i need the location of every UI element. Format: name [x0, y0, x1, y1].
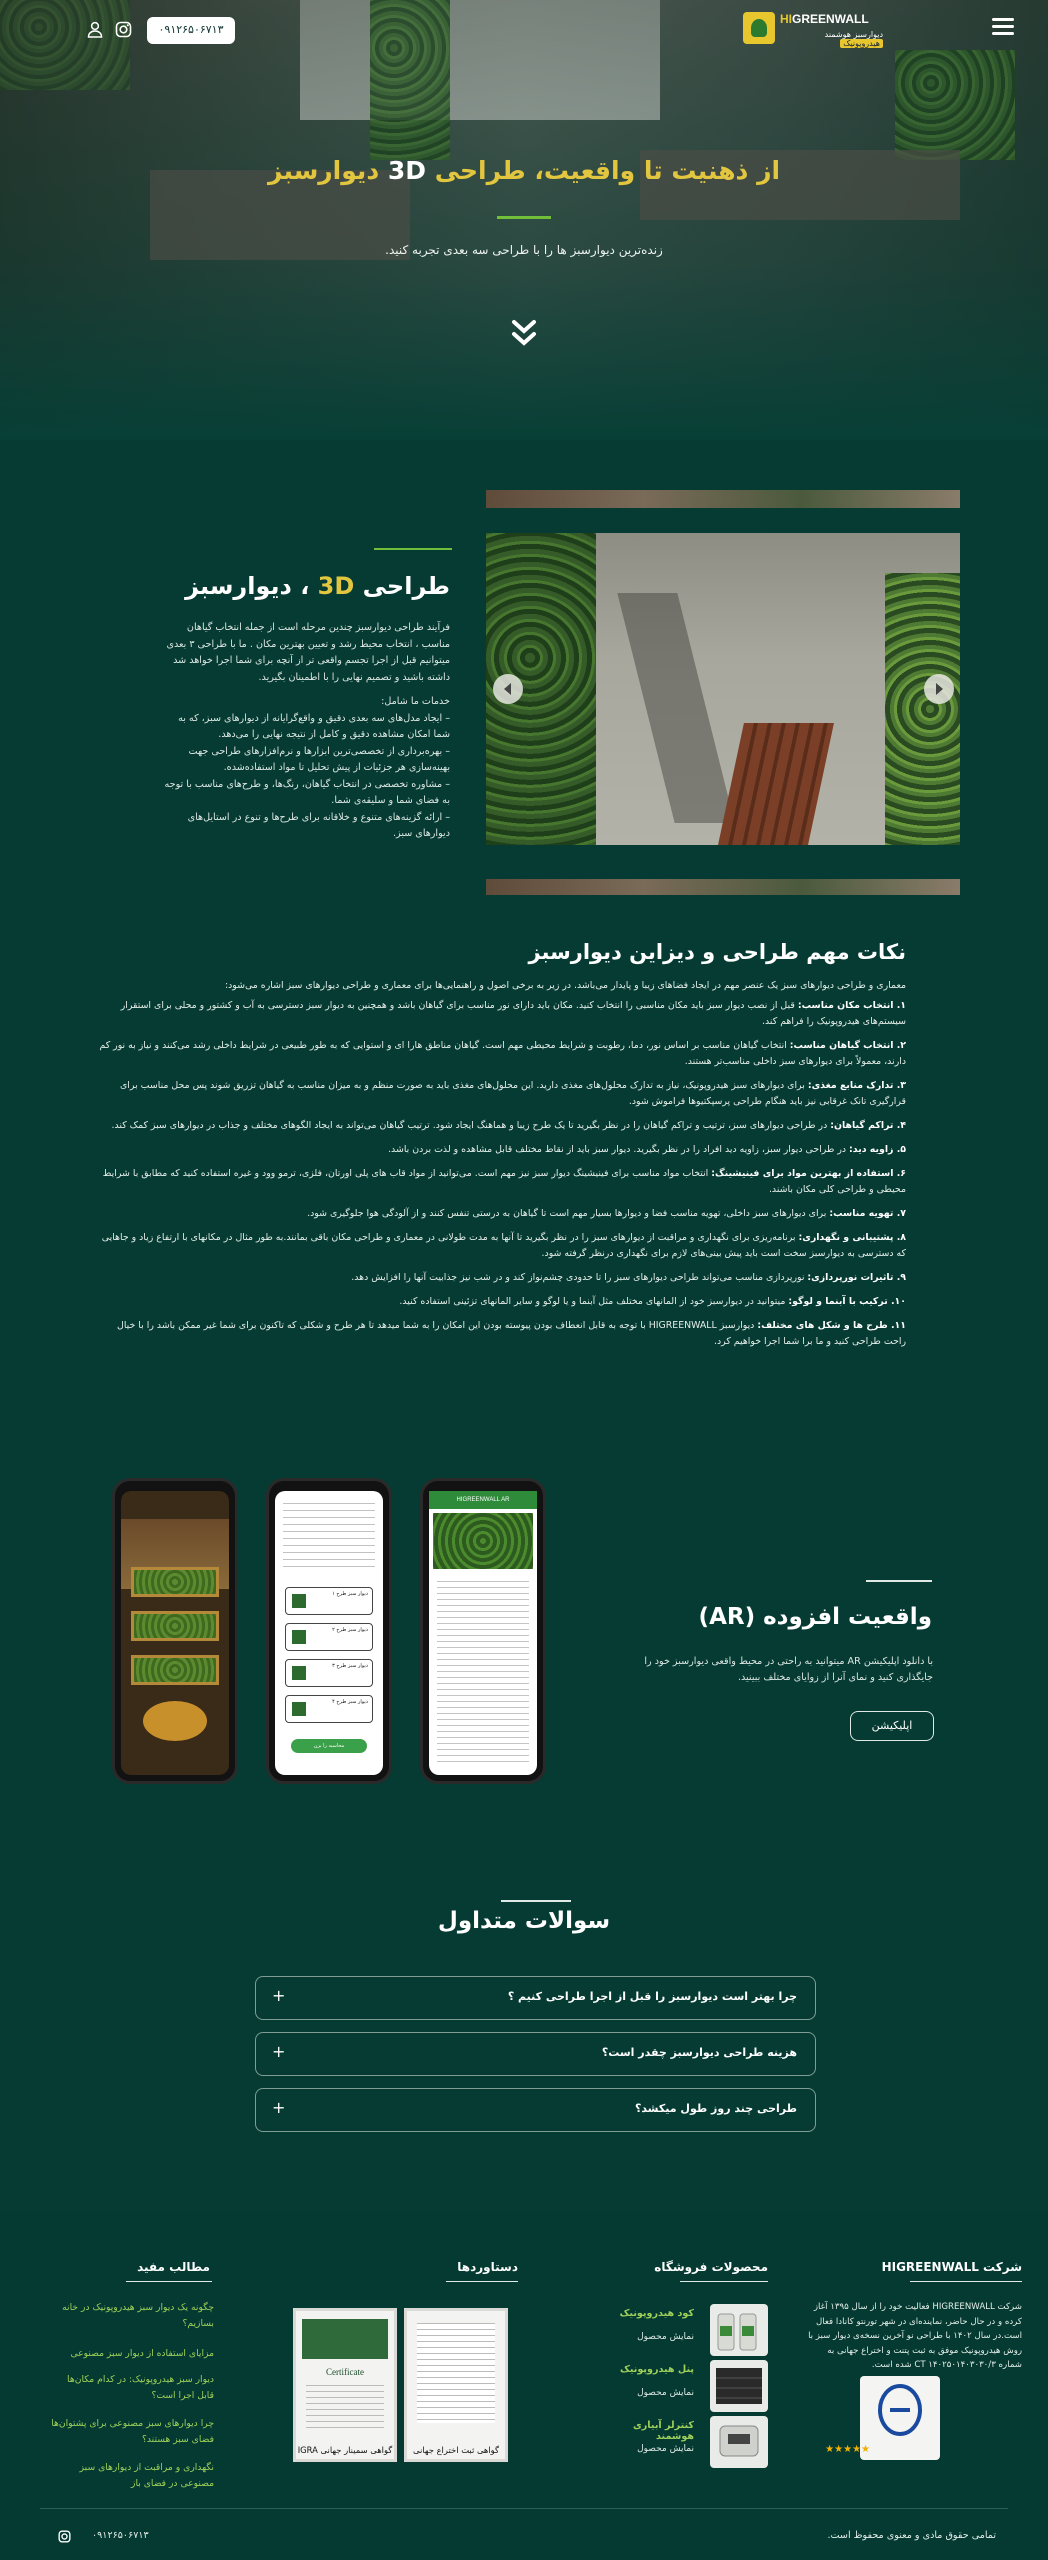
design-slider-image — [486, 533, 960, 845]
blog-link[interactable]: چرا دیوارهای سبز مصنوعی برای پشتوان‌ها فضای سبز هستند؟ — [51, 2418, 214, 2445]
tip-item: ۳. تدارک منابع مغذی: برای دیوارهای سبز هیدروپونیک، نیاز به تدارک محلول‌های مغذی دارید. این محلول‌های مغذی باید به صورت منظم و به میزان مناسب به گیاهان تزریق شوند پس محل مناسب برای قرارگیری تانک غرقابی نیز باید هنگام طراحی پرسپکتیوها فراموش شود. — [119, 1080, 906, 1107]
footer-phone[interactable]: ۰۹۱۲۶۵۰۶۷۱۳ — [92, 2530, 149, 2541]
tip-item: ۱۱. طرح ها و شکل های مختلف: دیوارسبز HIGREENWALL با توجه به قابل انعطاف بودن پیوسته بودن این امکان را به شما میدهد تا هر طرح و شکلی که تاکنون برای شما غیر ممکن باشد را با خیال راحت طراحی کنید و ما برا شما اجرا خواهیم کرد. — [117, 1320, 906, 1347]
faq-item[interactable] — [255, 2088, 816, 2132]
product-name: کنترلر آبیاری هوشمند — [632, 2420, 694, 2442]
slider-next-thumbnail[interactable] — [486, 879, 960, 895]
footer-divider — [680, 2281, 768, 2282]
footer-divider — [910, 2281, 1022, 2282]
product-name: پنل هیدروپونیک — [620, 2364, 694, 2375]
certificate-igra[interactable]: Certificate گواهی سمینار جهانی IGRA — [293, 2308, 397, 2462]
tips-intro: معماری و طراحی دیوارهای سبز یک عنصر مهم در ایجاد فضاهای زیبا و پایدار می‌باشد. در زیر به برخی اصول و راهنمایی‌ها برای معماری و طراحی دیوارهای سبز اشاره می‌شود: — [224, 980, 906, 991]
phone-mockup-app-home: HIGREENWALL AR — [420, 1478, 546, 1784]
tip-item: ۵. زاویه دید: در طراحی دیوار سبز، زاویه دید افراد را در نظر بگیرید. دیوار سبز باید از نقاط مختلف قابل مشاهده و لذت بردن باشد. — [388, 1144, 906, 1155]
faq-title: سوالات متداول — [437, 1908, 611, 1934]
copyright-text: تمامی حقوق مادی و معنوی محفوظ است. — [827, 2530, 996, 2541]
faq-question: چرا بهتر است دیوارسبز را قبل از اجرا طراحی کنیم ؟ — [507, 1990, 797, 2003]
faq-question: طراحی چند روز طول میکشد؟ — [634, 2102, 797, 2115]
faq-divider — [501, 1900, 571, 1902]
footer-blog-title: مطالب مفید — [137, 2260, 210, 2274]
product-link[interactable]: نمایش محصول — [637, 2388, 694, 2398]
tips-title: نکات مهم طراحی و دیزاین دیوارسبز — [528, 940, 906, 964]
footer-achievements-title: دستاوردها — [457, 2260, 518, 2274]
product-item[interactable] — [610, 2300, 768, 2360]
hero-background-plants — [370, 0, 450, 160]
footer-company-title: شرکت HIGREENWALL — [881, 2260, 1022, 2274]
design-divider — [374, 548, 452, 550]
product-name: کود هیدروپونیک — [619, 2308, 694, 2319]
logo-subtitle: دیوارسبز هوشمند هیدروپونیک — [824, 30, 883, 48]
tip-item: ۱. انتخاب مکان مناسب: قبل از نصب دیوار سبز باید مکان مناسبی را انتخاب کنید. مکان باید دارای نور مناسب برای گیاهان باشد و همچنین به دیوار سبز دسترسی به آب و کشتور و محلی برای استقرار سیستم‌های هیدروپونیک را فراهم کند. — [120, 1000, 906, 1027]
menu-icon[interactable] — [992, 18, 1014, 36]
tip-item: ۷. تهویه مناسب: برای دیوارهای سبز داخلی، تهویه مناسب فضا و دیوارها بسیار مهم است تا گیاهان به درستی تنفس کنند و از آلودگی هوا جلوگیری شود. — [307, 1208, 906, 1219]
hero-background-plants-left — [0, 0, 130, 90]
hero-background-window — [300, 0, 660, 120]
blog-link[interactable]: دیوار سبز هیدروپونیک: در کدام مکان‌ها قابل اجرا است؟ — [67, 2374, 214, 2401]
controller-icon — [710, 2416, 768, 2468]
svg-text:★★★★★: ★★★★★ — [825, 2444, 870, 2455]
certificate-caption: گواهی سمینار جهانی IGRA — [297, 2445, 393, 2455]
footer-divider — [446, 2281, 518, 2282]
instagram-icon[interactable] — [115, 21, 132, 38]
product-item[interactable] — [610, 2412, 768, 2472]
tip-item: ۶. استفاده از بهترین مواد برای فینیشینگ: انتخاب مواد مناسب برای فینیشینگ دیوار سبز نیز مهم است. می‌توانید از مواد قاب های پلی اورتان، فلزی، ترمو وود و غیره استفاده کنید که مطابق با شرایط محیطی و طراحی کلی مکان باشند. — [102, 1168, 906, 1195]
enamad-badge[interactable] — [825, 2376, 940, 2460]
design-service-item: – ایجاد مدل‌های سه بعدی دقیق و واقع‌گرایانه از دیوارهای سبز، که به شما امکان مشاهده دقیق و کامل از نتیجه نهایی را می‌دهد. — [178, 712, 450, 740]
tip-item: ۸. پشتیبانی و نگهداری: برنامه‌ریزی برای نگهداری و مراقبت از دیوارهای سبز را در نظر بگیرید تا آنها به مدت طولانی در معماری و طراحی مکان باقی بمانند.به طور مثال در مکانهای با ارتفاع زیاد و جاهایی که دسترسی به دیوارسبز سخت است باید پیش بینی‌های لازم برای نگهداری درنظر گرفته شود. — [101, 1232, 906, 1259]
tip-item: ۴. تراکم گیاهان: در طراحی دیوارهای سبز، ترتیب و تراکم گیاهان را در نظر بگیرید تا یک طرح زیبا و هماهنگ ایجاد شود. ترتیب گیاهان می‌تواند به ایجاد الگوهای مختلف و جذاب در دیوارهای سبز کمک کند. — [111, 1120, 906, 1131]
phone-mockup-calculator: دیوار سبز طرح ۱ دیوار سبز طرح ۲ دیوار سبز طرح ۳ دیوار سبز طرح ۴ محاسبه را بزن — [266, 1478, 392, 1784]
slider-prev-button[interactable] — [493, 674, 523, 704]
product-link[interactable]: نمایش محصول — [637, 2444, 694, 2454]
design-service-item: – بهره‌برداری از تخصصی‌ترین ابزارها و نرم‌افزارهای طراحی جهت بهینه‌سازی هر جزئیات از پیش تحلیل تا مواد استفاده‌شده. — [188, 745, 450, 773]
slider-prev-thumbnail[interactable] — [486, 490, 960, 508]
faq-item[interactable] — [255, 2032, 816, 2076]
faq-item[interactable] — [255, 1976, 816, 2020]
user-icon[interactable] — [87, 21, 103, 38]
faq-question: هزینه طراحی دیوارسبز چقدر است؟ — [601, 2046, 797, 2059]
slider-next-button[interactable] — [924, 674, 954, 704]
hero-title: از ذهنیت تا واقعیت، طراحی 3D دیوارسبز — [267, 156, 781, 185]
blog-link[interactable]: نگهداری و مراقبت از دیوارهای سبز مصنوعی در فضای باز — [79, 2462, 214, 2489]
tips-content — [93, 978, 906, 1358]
footer-bottom-divider — [40, 2508, 1008, 2509]
hero-subtitle: زنده‌ترین دیوارسبز ها را با طراحی سه بعدی تجربه کنید. — [385, 243, 663, 257]
certificate-caption: گواهی ثبت اختراع جهانی — [413, 2445, 499, 2455]
footer-products-title: محصولات فروشگاه — [654, 2260, 768, 2274]
panel-icon — [710, 2360, 768, 2412]
fertilizer-bottle-icon — [710, 2304, 768, 2356]
product-link[interactable]: نمایش محصول — [637, 2332, 694, 2342]
footer-about-text: شرکت HIGREENWALL فعالیت خود را از سال ۱۳۹۵ آغاز کرده و در حال حاضر، نماینده‌ای در شهر تورنتو کانادا فعال است.در سال ۱۴۰۲ با طراحی نو آخرین نسخه‌ی دیوار سبز با روش هیدروپونیک موفق به ثبت پتنت و اختراع جهانی به شماره ۱۴۰۲۵۰۱۴۰۳۰۳۰/۳ CT شده است. — [808, 2302, 1022, 2371]
hero-background-plants-right — [895, 50, 1015, 160]
scroll-down-icon[interactable] — [510, 318, 538, 350]
tip-item: ۹. تاثیرات نورپردازی: نورپردازی مناسب می‌تواند طراحی دیوارهای سبز را تا حدودی چشم‌نواز کند و در شب نیز جذابیت آنها را افزایش دهد. — [351, 1272, 906, 1283]
plus-icon[interactable]: + — [272, 2042, 286, 2061]
logo-mark-icon — [743, 12, 775, 44]
tip-item: ۲. انتخاب گیاهان مناسب: انتخاب گیاهان مناسب بر اساس نور، دما، رطوبت و شرایط محیطی مهم است. گیاهان مناطق هارا ای و استوایی که به طور طبیعی در شرایط داخلی رشد می‌کنند و نیاز به نور کم دارند، معمولاً برای دیوارهای سبز داخلی مناسب‌تر هستند. — [99, 1040, 906, 1067]
design-service-item: – ارائه گزینه‌های متنوع و خلاقانه برای طرح‌ها و تنوع در استایل‌های دیوارهای سبز. — [187, 811, 450, 839]
logo[interactable] — [743, 10, 883, 46]
design-services-title: خدمات ما شامل: — [381, 696, 450, 707]
certificate-patent[interactable] — [404, 2308, 508, 2462]
app-download-button[interactable]: اپلیکیشن — [850, 1711, 934, 1741]
hero-section — [0, 0, 1048, 440]
design-title: طراحی 3D ، دیوارسبز — [185, 572, 450, 600]
app-divider — [866, 1580, 932, 1582]
hero-divider — [497, 216, 551, 219]
app-description: با دانلود اپلیکیشن AR میتوانید به راحتی در محیط واقعی دیوارسبز خود را جایگذاری کنید و نمای آنرا از زوایای مختلف ببینید. — [644, 1656, 933, 1683]
instagram-icon[interactable] — [58, 2528, 71, 2541]
phone-button[interactable]: ۰۹۱۲۶۵۰۶۷۱۳ — [147, 17, 235, 44]
footer-divider — [126, 2281, 212, 2282]
blog-link[interactable]: چگونه یک دیوار سبز هیدروپونیک در خانه بسازیم؟ — [62, 2302, 214, 2329]
app-title: واقعیت افزوده (AR) — [698, 1604, 932, 1630]
design-description — [160, 620, 450, 843]
logo-text: HIGREENWALL — [780, 12, 869, 26]
plus-icon[interactable]: + — [272, 1986, 286, 2005]
design-service-item: – مشاوره تخصصی در انتخاب گیاهان، رنگ‌ها، و طرح‌های مناسب با توجه به فضای شما و سلیقه‌ی شما. — [164, 778, 450, 806]
product-item[interactable] — [610, 2356, 768, 2416]
design-intro: فرآیند طراحی دیوارسبز چندین مرحله است از جمله انتخاب گیاهان مناسب ، انتخاب محیط رشد و تعیین بهترین مکان . ما با طراحی ۳ بعدی میتوانیم قبل از اجرا تجسم واقعی تر از آنچه برای شما اجرا خواهد شد داشته باشید و تصمیم نهایی را با اطمینان بگیرید. — [166, 622, 450, 683]
plus-icon[interactable]: + — [272, 2098, 286, 2117]
phone-mockup-ar-view — [112, 1478, 238, 1784]
tip-item: ۱۰. ترکیب با آبنما و لوگو: میتوانید در دیوارسبز خود از المانهای مختلف مثل آبنما و یا لوگو و سایر المانهای تزئینی استفاده کنید. — [399, 1296, 906, 1307]
blog-link[interactable]: مزایای استفاده از دیوار سبز مصنوعی — [70, 2348, 214, 2359]
